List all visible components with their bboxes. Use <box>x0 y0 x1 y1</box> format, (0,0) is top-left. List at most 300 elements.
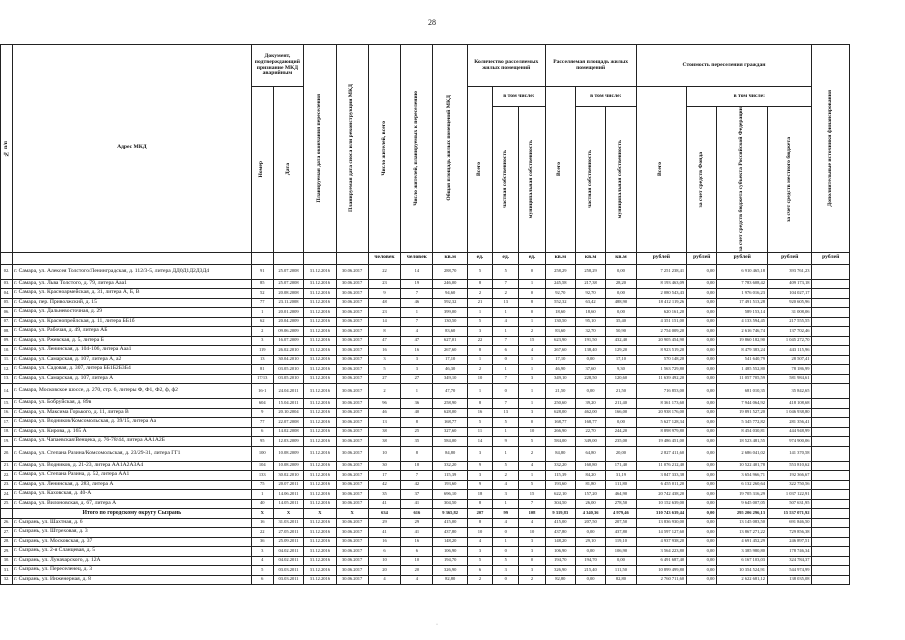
cell-date: 25.07.2008 <box>273 264 303 279</box>
cell-a3: 211,40 <box>606 399 636 409</box>
cell-n: 19. <box>1 437 13 447</box>
cell-date: 04.02.2011 <box>273 547 303 557</box>
cell-r2: 1 <box>493 327 519 337</box>
cell-area: 327,60 <box>433 427 467 437</box>
cell-date: 30.04.2010 <box>273 355 303 365</box>
cell-res: 10 <box>368 446 400 461</box>
th-rooms-municipal: муниципальная собственность <box>519 107 545 253</box>
cell-c3: 10 354 524,91 <box>717 566 768 576</box>
cell-doc: 6 <box>251 575 273 585</box>
cell-r2: 4 <box>493 480 519 490</box>
cell-demo: 30.06.2017 <box>336 355 368 365</box>
cell-c4: 15 537 071,92 <box>767 509 811 519</box>
cell-a1: 18,60 <box>545 308 575 318</box>
cell-c4: 544 974,99 <box>767 566 811 576</box>
cell-area: 304,50 <box>433 499 467 509</box>
cell-res2: 25 <box>401 427 433 437</box>
cell-date: 03.05.2010 <box>273 374 303 384</box>
cell-end: 31.12.2016 <box>304 289 336 299</box>
cell-addr: г. Самара, ул. Красноармейская, д. 31, литера А, Б, В <box>13 289 252 299</box>
cell-doc: 6 <box>251 427 273 437</box>
cell-demo: 30.06.2017 <box>336 446 368 461</box>
unit-cell: человек <box>401 252 433 264</box>
cell-doc: 81 <box>251 365 273 375</box>
unit-cell: ед. <box>467 252 492 264</box>
cell-area: 148,20 <box>433 537 467 547</box>
cell-demo: 30.06.2017 <box>336 518 368 528</box>
cell-end: 31.12.2016 <box>304 537 336 547</box>
cell-end: 31.12.2016 <box>304 499 336 509</box>
cell-res2: 8 <box>401 418 433 428</box>
cell-end: 31.12.2016 <box>304 317 336 327</box>
cell-a1: 304,50 <box>545 499 575 509</box>
cell-a3: 21,50 <box>606 384 636 399</box>
cell-a3: 28,20 <box>606 279 636 289</box>
cell-area: 84,80 <box>433 446 467 461</box>
cell-demo: 30.06.2017 <box>336 566 368 576</box>
cell-r3: 1 <box>519 399 545 409</box>
cell-area: 696,10 <box>433 490 467 500</box>
cell-date: 25.09.2011 <box>273 537 303 547</box>
cell-addr: г. Самара, ул. Самарская, д. 107, литера А <box>13 374 252 384</box>
cell-end: 31.12.2016 <box>304 547 336 557</box>
unit-cell: рублей <box>767 252 811 264</box>
cell-r3: 1 <box>519 355 545 365</box>
table-row <box>1 355 850 365</box>
cell-c4: 443 115,96 <box>767 346 811 356</box>
cell-r3: 7 <box>519 499 545 509</box>
cell-demo: X <box>336 509 368 519</box>
cell-end: 31.12.2016 <box>304 374 336 384</box>
cell-res2: 36 <box>401 399 433 409</box>
cell-res: 23 <box>368 279 400 289</box>
cell-res2: 10 <box>401 556 433 566</box>
cell-n: 21. <box>1 461 13 471</box>
cell-addr: г. Самара, ул. Вилоновская, д. 67, литера А <box>13 499 252 509</box>
cell-a2: 4 340,36 <box>575 509 605 519</box>
cell-r1: 14 <box>467 437 492 447</box>
cell-n: 24. <box>1 490 13 500</box>
cell-demo: 30.06.2017 <box>336 537 368 547</box>
cell-c3: 19 891 527,20 <box>717 408 768 418</box>
cell-date: 31.03.2011 <box>273 518 303 528</box>
cell-r2: 0 <box>493 355 519 365</box>
cell-c4: 246 897,51 <box>767 537 811 547</box>
cell-c2: 0,00 <box>687 346 717 356</box>
cell-additional <box>812 518 850 528</box>
cell-c1: 11 639 492,20 <box>636 374 687 384</box>
cell-date: 24.04.2011 <box>273 384 303 399</box>
cell-r3: 10 <box>519 528 545 538</box>
cell-c1: 10 152 639,00 <box>636 499 687 509</box>
cell-res: 5 <box>368 365 400 375</box>
table-wrapper <box>0 44 850 585</box>
cell-addr: г. Самара, ул. Чапаевская/Венцека, д. 76-78/44, литера АА1А2Б <box>13 437 252 447</box>
th-cost-including: в том числе: <box>687 87 812 107</box>
cell-c3: 19 705 316,29 <box>717 490 768 500</box>
cell-res: 8 <box>368 327 400 337</box>
cell-a1: 415,00 <box>545 518 575 528</box>
cell-a3: 50,90 <box>606 327 636 337</box>
th-residents-planned: Число жителей, планируемых к переселению <box>401 45 433 253</box>
cell-c2: 0,00 <box>687 264 717 279</box>
cell-a1: 437,80 <box>545 528 575 538</box>
cell-res2: 35 <box>401 437 433 447</box>
cell-area: 130,50 <box>433 317 467 327</box>
cell-c1: 1 563 729,80 <box>636 365 687 375</box>
cell-a2: 22,70 <box>575 427 605 437</box>
cell-res: 27 <box>368 374 400 384</box>
cell-area: 115,39 <box>433 471 467 481</box>
cell-c3: 2 686 041,02 <box>717 446 768 461</box>
cell-res2: 1 <box>401 308 433 318</box>
cell-a2: 29,10 <box>575 537 605 547</box>
cell-res2: 42 <box>401 480 433 490</box>
cell-area: 399,00 <box>433 308 467 318</box>
cell-demo: 30.06.2017 <box>336 575 368 585</box>
cell-c3: 10 522 401,78 <box>717 461 768 471</box>
cell-c2: 0,00 <box>687 355 717 365</box>
cell-c4: 1 045 272,70 <box>767 336 811 346</box>
cell-addr: г. Самара, ул. Водников/Комсомольская, д. 39/15, литера Аа <box>13 418 252 428</box>
unit-cell: кв.м <box>545 252 575 264</box>
cell-demo: 30.06.2017 <box>336 384 368 399</box>
cell-c1: 18 412 119,26 <box>636 298 687 308</box>
th-area-total: Всего <box>545 87 575 253</box>
cell-r3: 4 <box>519 518 545 528</box>
cell-res2: 37 <box>401 490 433 500</box>
cell-r1: 3 <box>467 446 492 461</box>
cell-additional <box>812 556 850 566</box>
cell-doc: 3 <box>251 547 273 557</box>
table-row <box>1 518 850 528</box>
cell-c2: 0,00 <box>687 289 717 299</box>
cell-n: 20. <box>1 446 13 461</box>
cell-c4: 281 356,41 <box>767 418 811 428</box>
cell-n: 17. <box>1 418 13 428</box>
cell-r3: 0 <box>519 418 545 428</box>
cell-res2: 3 <box>401 365 433 375</box>
cell-r2: 5 <box>493 461 519 471</box>
cell-additional <box>812 308 850 318</box>
cell-addr: г. Самара, ул. Дальневосточная, д. 29 <box>13 308 252 318</box>
table-row <box>1 317 850 327</box>
cell-doc: 9 <box>251 408 273 418</box>
cell-c3: 7 944 064,92 <box>717 399 768 409</box>
cell-addr: г. Сызрань, ул. Московская, д. 37 <box>13 537 252 547</box>
cell-c1: 14 597 127,60 <box>636 528 687 538</box>
cell-res: 29 <box>368 518 400 528</box>
cell-r2: 1 <box>493 365 519 375</box>
cell-n: 25. <box>1 499 13 509</box>
cell-a3: 82,80 <box>606 575 636 585</box>
cell-demo: 30.06.2017 <box>336 365 368 375</box>
cell-addr: г. Самара, ул. Садовая, д. 307, литера ББ1Б2Б3Б4 <box>13 365 252 375</box>
cell-r3: 0 <box>519 264 545 279</box>
cell-n: 05. <box>1 298 13 308</box>
cell-r1: 1 <box>467 355 492 365</box>
cell-c1: 2 760 711,60 <box>636 575 687 585</box>
cell-c3: 17 491 513,28 <box>717 298 768 308</box>
cell-doc: 4 <box>251 556 273 566</box>
cell-r3: 4 <box>519 346 545 356</box>
cell-additional <box>812 279 850 289</box>
cell-r2: 1 <box>493 537 519 547</box>
cell-a2: 138,40 <box>575 346 605 356</box>
cell-c1: 3 847 333,38 <box>636 471 687 481</box>
th-rooms-group: Количество расселяемых жилых помещений <box>467 45 545 87</box>
cell-date: 22.07.2008 <box>273 418 303 428</box>
th-doc-group: Документ, подтверждающий признание МКД аварийным <box>251 45 304 87</box>
cell-c1: 2 827 411,60 <box>636 446 687 461</box>
cell-a2: 194,70 <box>575 556 605 566</box>
cell-r3: 3 <box>519 408 545 418</box>
cell-res: 2 <box>368 384 400 399</box>
cell-r1: 9 <box>467 461 492 471</box>
cell-area: 628,00 <box>433 408 467 418</box>
cell-a2: 39,20 <box>575 399 605 409</box>
cell-area: 592,32 <box>433 298 467 308</box>
cell-doc: 133 <box>251 471 273 481</box>
cell-area: 349,10 <box>433 374 467 384</box>
cell-c2: 0,00 <box>687 556 717 566</box>
cell-a3: 171,40 <box>606 461 636 471</box>
cell-a2: 207,50 <box>575 518 605 528</box>
cell-a1: 267,60 <box>545 346 575 356</box>
cell-demo: 30.06.2017 <box>336 399 368 409</box>
unit-cell: кв.м <box>606 252 636 264</box>
cell-c2: 0,00 <box>687 408 717 418</box>
th-cost-local: за счет средств местного бюджета <box>767 107 811 253</box>
cell-additional <box>812 336 850 346</box>
cell-doc: 91 <box>251 264 273 279</box>
cell-r3: 3 <box>519 374 545 384</box>
cell-c1: 10 899 499,80 <box>636 566 687 576</box>
cell-c4: 322 750,56 <box>767 480 811 490</box>
cell-end: 31.12.2016 <box>304 327 336 337</box>
cell-c3: 2 622 681,12 <box>717 575 768 585</box>
cell-c3: 295 206 296,13 <box>717 509 768 519</box>
cell-date: 14.06.2011 <box>273 490 303 500</box>
cell-end: 31.12.2016 <box>304 518 336 528</box>
cell-c1: 20 742 438,20 <box>636 490 687 500</box>
cell-n: 13. <box>1 374 13 384</box>
cell-r2: 5 <box>493 556 519 566</box>
cell-a2: 157,20 <box>575 490 605 500</box>
cell-area: 47,70 <box>433 384 467 399</box>
cell-r1: 2 <box>467 289 492 299</box>
cell-demo: 30.06.2017 <box>336 327 368 337</box>
cell-r2: 7 <box>493 279 519 289</box>
cell-demo: 30.06.2017 <box>336 490 368 500</box>
cell-end: 31.12.2016 <box>304 556 336 566</box>
cell-r2: 2 <box>493 289 519 299</box>
cell-addr: г. Самара, ул. Бобруйская, д. 89в <box>13 399 252 409</box>
cell-r2: 0 <box>493 575 519 585</box>
cell-demo: 30.06.2017 <box>336 437 368 447</box>
cell-r1: 10 <box>467 374 492 384</box>
cell-res2: 16 <box>401 346 433 356</box>
cell-c4: 141 370,58 <box>767 446 811 461</box>
cell-a3: 31,19 <box>606 471 636 481</box>
cell-c2: 0,00 <box>687 365 717 375</box>
th-planned-end: Планируемая дата окончания переселения <box>304 45 336 253</box>
table-row <box>1 308 850 318</box>
cell-r1: 11 <box>467 427 492 437</box>
table-row <box>1 547 850 557</box>
table-row <box>1 346 850 356</box>
cell-res2: 27 <box>401 374 433 384</box>
cell-r1: 16 <box>467 408 492 418</box>
cell-r1: 5 <box>467 264 492 279</box>
cell-c2: 0,00 <box>687 480 717 490</box>
table-header <box>1 45 850 265</box>
units-row <box>1 252 850 264</box>
cell-r2: 9 <box>493 437 519 447</box>
cell-a1: 349,10 <box>545 374 575 384</box>
cell-res2: 19 <box>401 279 433 289</box>
unit-cell: рублей <box>687 252 717 264</box>
cell-a1: 194,70 <box>545 556 575 566</box>
cell-r3: 0 <box>519 556 545 566</box>
cell-c2: 0,00 <box>687 537 717 547</box>
cell-area: 83,60 <box>433 327 467 337</box>
cell-additional <box>812 298 850 308</box>
cell-demo: 30.06.2017 <box>336 418 368 428</box>
cell-n: 11. <box>1 355 13 365</box>
cell-doc: 3 <box>251 336 273 346</box>
cell-additional <box>812 365 850 375</box>
cell-demo: 30.06.2017 <box>336 264 368 279</box>
cell-n: 28. <box>1 537 13 547</box>
cell-res: 20 <box>368 566 400 576</box>
cell-r3: 15 <box>519 336 545 346</box>
cell-n: 02. <box>1 264 13 279</box>
cell-r3: 5 <box>519 437 545 447</box>
cell-r2: 4 <box>493 317 519 327</box>
cell-c4: 28 507,41 <box>767 355 811 365</box>
cell-c3: 11 057 705,59 <box>717 374 768 384</box>
cell-area: 437,80 <box>433 528 467 538</box>
cell-a2: 168,77 <box>575 418 605 428</box>
cell-addr: г. Самара, ул. Ленинская, д. 283, литера А <box>13 480 252 490</box>
cell-end: 31.12.2016 <box>304 528 336 538</box>
cell-r3: 8 <box>519 298 545 308</box>
table-row <box>1 471 850 481</box>
cell-res: 16 <box>368 346 400 356</box>
cell-res2: 18 <box>401 461 433 471</box>
cell-a3: 464,90 <box>606 490 636 500</box>
cell-a2: 0,00 <box>575 384 605 399</box>
table-row <box>1 365 850 375</box>
cell-res: 48 <box>368 298 400 308</box>
cell-a1: 84,80 <box>545 446 575 461</box>
cell-demo: 30.06.2017 <box>336 556 368 566</box>
cell-a3: 432,40 <box>606 336 636 346</box>
cell-n: 07. <box>1 317 13 327</box>
cell-n: 15. <box>1 399 13 409</box>
cell-addr: г. Самара, ул. Водников, д. 21-23, литера АА1А2А3А4 <box>13 461 252 471</box>
table-row <box>1 327 850 337</box>
cell-n: 31. <box>1 566 13 576</box>
page-number: 28 <box>428 18 436 27</box>
cell-r2: 4 <box>493 518 519 528</box>
cell-a1: 266,90 <box>545 427 575 437</box>
cell-n: 16. <box>1 408 13 418</box>
cell-a1: 623,90 <box>545 336 575 346</box>
cell-c4: 691 846,50 <box>767 518 811 528</box>
cell-n: 03. <box>1 279 13 289</box>
cell-n: 12. <box>1 365 13 375</box>
cell-c1: 2 080 543,43 <box>636 289 687 299</box>
cell-a1: 552,32 <box>545 298 575 308</box>
cell-date: 10.08.2009 <box>273 446 303 461</box>
cell-a2: 462,00 <box>575 408 605 418</box>
cell-end: 31.12.2016 <box>304 384 336 399</box>
cell-res2: 7 <box>401 289 433 299</box>
cell-n: 32. <box>1 575 13 585</box>
cell-demo: 30.06.2017 <box>336 547 368 557</box>
cell-res2: 6 <box>401 547 433 557</box>
cell-c4: 409 173,18 <box>767 279 811 289</box>
cell-end: 31.12.2016 <box>304 308 336 318</box>
cell-c3: 7 783 608,42 <box>717 279 768 289</box>
table-row <box>1 446 850 461</box>
cell-c3: 3 385 980,80 <box>717 547 768 557</box>
cell-addr: г. Самара, ул. Алексея Толстого/Ленинградская, д. 112/3-5, литера ДД0Д1Д2Д3Д4 <box>13 264 252 279</box>
cell-c4: 581 984,61 <box>767 374 811 384</box>
cell-n: 27. <box>1 528 13 538</box>
table-row <box>1 556 850 566</box>
cell-c1: 8 361 173,60 <box>636 399 687 409</box>
cell-r1: 207 <box>467 509 492 519</box>
cell-a2: 32,70 <box>575 327 605 337</box>
cell-doc: 40 <box>251 499 273 509</box>
cell-c2: 0,00 <box>687 490 717 500</box>
cell-res2: 7 <box>401 317 433 327</box>
cell-end: 31.12.2016 <box>304 427 336 437</box>
cell-additional <box>812 346 850 356</box>
cell-c1: 11 076 212,40 <box>636 461 687 471</box>
cell-addr: г. Сызрань, ул. Луначарского, д. 12А <box>13 556 252 566</box>
cell-r2: 7 <box>493 374 519 384</box>
cell-c1: 20 905 454,90 <box>636 336 687 346</box>
cell-a2: 217,38 <box>575 279 605 289</box>
cell-end: 31.12.2016 <box>304 446 336 461</box>
cell-a1: 17,10 <box>545 355 575 365</box>
cell-c2: 0,00 <box>687 399 717 409</box>
cell-c2: 0,00 <box>687 298 717 308</box>
cell-end: 31.12.2016 <box>304 566 336 576</box>
table-row <box>1 566 850 576</box>
cell-c4: 393 761,23 <box>767 264 811 279</box>
cell-c3: 6 132 260,64 <box>717 480 768 490</box>
cell-additional <box>812 509 850 519</box>
cell-a3: 4 979,46 <box>606 509 636 519</box>
cell-r3: 0 <box>519 308 545 318</box>
cell-date: 25.07.2008 <box>273 279 303 289</box>
cell-date: 20.08.2008 <box>273 289 303 299</box>
cell-addr: г. Самара, пер. Приволжский, д. 15 <box>13 298 252 308</box>
cell-a3: 0,00 <box>606 264 636 279</box>
cell-area: 82,80 <box>433 575 467 585</box>
cell-a1: 250,60 <box>545 399 575 409</box>
cell-r3: 1 <box>519 384 545 399</box>
cell-c4: 1 046 938,80 <box>767 408 811 418</box>
cell-n: 23. <box>1 480 13 490</box>
cell-demo: 30.06.2017 <box>336 528 368 538</box>
cell-additional <box>812 355 850 365</box>
